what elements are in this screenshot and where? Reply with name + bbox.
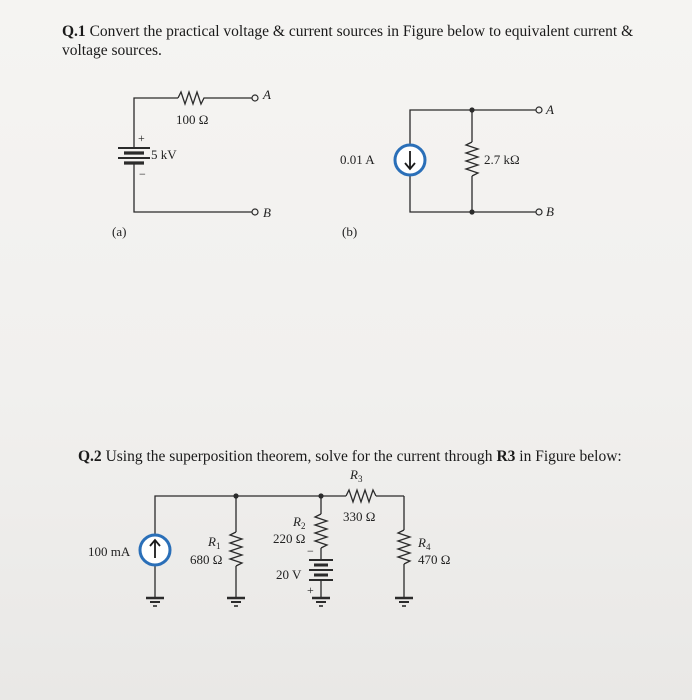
fig-c-r2-name: $R_2$ [293,514,306,531]
question-2-number: Q.2 [78,448,102,465]
fig-c-r3-resistor [346,490,376,502]
fig-a-plus: + [138,131,145,145]
fig-a-resistor-label: 100 Ω [176,112,209,127]
fig-c-ground-1 [146,598,164,606]
fig-b-bottom-wire [410,175,536,212]
fig-c-r4-resistor [398,530,410,564]
fig-b-node-top [469,107,474,112]
fig-b-resistor-label: 2.7 kΩ [484,152,520,167]
fig-a-terminal-a: A [263,87,271,102]
fig-c-current-source [140,535,170,565]
fig-b-caption: (b) [342,224,358,239]
fig-b-terminal-b-node [536,209,542,215]
fig-c-r4-value: 470 Ω [418,552,451,567]
question-2-text-before: Using the superposition theorem, solve for the current through [105,448,493,465]
figure-b [340,102,554,239]
figure-a [112,87,271,239]
fig-c-r1-resistor [230,532,242,566]
fig-c-current-source-label: 100 mA [88,544,131,559]
fig-b-terminal-a-node [536,107,542,113]
fig-c-r2-value: 220 Ω [273,531,306,546]
fig-c-ground-2 [227,598,245,606]
fig-c-ground-3 [312,598,330,606]
figure-q2 [88,467,450,606]
fig-a-terminal-b-node [252,209,258,215]
fig-c-battery-plus: + [307,583,314,597]
fig-a-battery [118,148,150,168]
fig-a-terminal-a-node [252,95,258,101]
fig-b-source-label: 0.01 A [340,152,375,167]
question-1-line1: Convert the practical voltage & current sources in Figure below to equivalent current & [89,23,634,40]
fig-c-r3-name: $R_3$ [350,467,363,484]
fig-c-voltage-source-label: 20 V [276,567,302,582]
question-2-target: R3 [496,448,516,465]
fig-b-terminal-a: A [546,102,554,117]
fig-a-caption: (a) [112,224,127,239]
fig-c-r1-value: 680 Ω [190,552,223,567]
fig-b-node-bottom [469,209,474,214]
fig-a-resistor [178,92,206,104]
fig-c-ground-4 [395,598,413,606]
question-1-number: Q.1 [62,23,86,40]
question-1-line2: voltage sources. [62,42,162,59]
question-2-text-after: in Figure below: [519,448,622,465]
fig-b-resistor [466,142,478,176]
fig-a-source-label: 5 kV [151,147,177,162]
fig-a-minus: − [139,167,146,181]
fig-b-current-source [395,145,425,175]
fig-c-battery [309,560,333,580]
fig-c-r2-resistor [315,514,327,548]
fig-c-r3-value: 330 Ω [343,509,376,524]
fig-c-battery-minus: − [307,544,314,558]
fig-a-bottom-wire [134,168,252,212]
fig-b-top-wire [410,110,536,145]
fig-a-terminal-b: B [263,205,271,220]
fig-c-r1-name: $R_1$ [208,534,221,551]
fig-b-terminal-b: B [546,204,554,219]
fig-c-r4-name: $R_4$ [418,535,431,552]
